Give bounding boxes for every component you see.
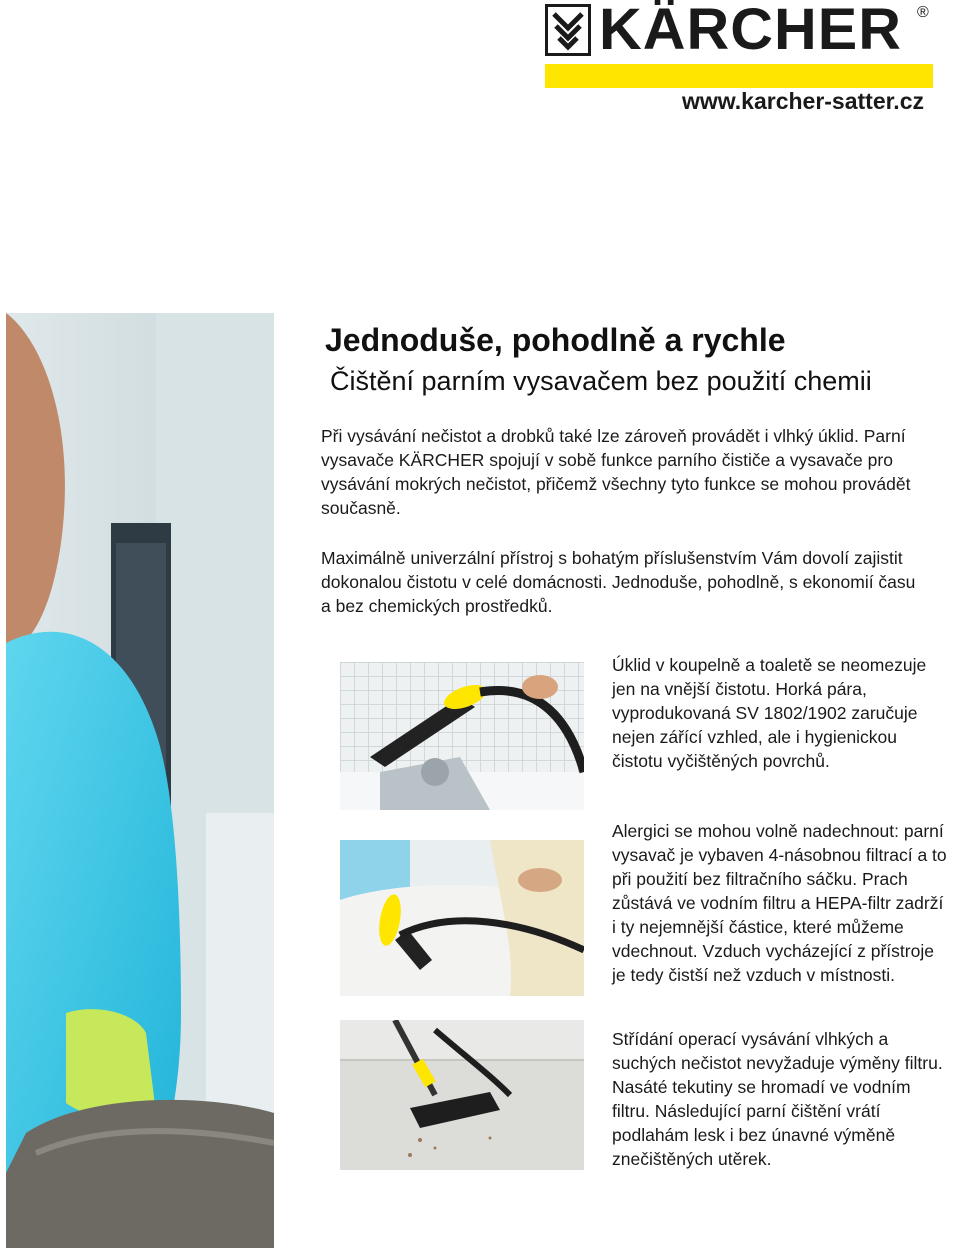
page-title: Jednoduše, pohodlně a rychle [325, 322, 786, 358]
intro-paragraph-1: Při vysávání nečistot a drobků také lze zároveň provádět i vlhký úklid. Parní vysavače KÄRCHER spojují v sobě funkce parního čističe a vysavače pro vysávání mokrých nečistot, přičemž všechny tyto funkce se mohou provádět současně. [321, 426, 911, 518]
hero-photo-woman-cleaning [6, 313, 274, 1248]
website-url[interactable]: www.karcher-satter.cz [681, 88, 924, 114]
page-subtitle: Čištění parním vysavačem bez použití chemii [330, 366, 872, 396]
intro-paragraph-2: Maximálně univerzální přístroj s bohatým příslušenstvím Vám dovolí zajistit dokonalou čistotu v celé domácnosti. Jednoduše, pohodlně, s ekonomií času a bez chemických prostředků. [321, 548, 916, 616]
logo-yellow-bar [545, 64, 933, 88]
feature-photo-floor [340, 1020, 584, 1170]
feature-text-bathroom: Úklid v koupelně a toaletě se neomezuje jen na vnější čistotu. Horká pára, vyprodukovaná SV 1802/1902 zaručuje nejen zářící vzhled, ale i hygienickou čistotu vyčištěných povrchů. [612, 655, 927, 771]
logo-chevrons-icon [545, 4, 591, 56]
logo-wordmark: KÄRCHER [599, 0, 902, 62]
feature-text-wet-dry: Střídání operací vysávání vlhkých a suchých nečistot nevyžaduje výměny filtru. Nasáté tekutiny se hromadí ve vodním filtru. Následující parní čištění vrátí podlahám lesk i bez únavné výměně znečištěných utěrek. [612, 1029, 943, 1169]
registered-mark: ® [917, 4, 929, 21]
karcher-logo [545, 2, 935, 92]
feature-photo-sofa [340, 840, 584, 996]
feature-text-allergy: Alergici se mohou volně nadechnout: parní vysavač je vybaven 4-násobnou filtrací a to při použití bez filtračního sáčku. Prach zůstává ve vodním filtru a HEPA-filtr zadrží i ty nejemnější částice, které můžeme vdechnout. Vzduch vycházející z přístroje je tedy čistší než vzduch v místnosti. [612, 821, 947, 985]
feature-photo-bathroom [340, 662, 584, 810]
